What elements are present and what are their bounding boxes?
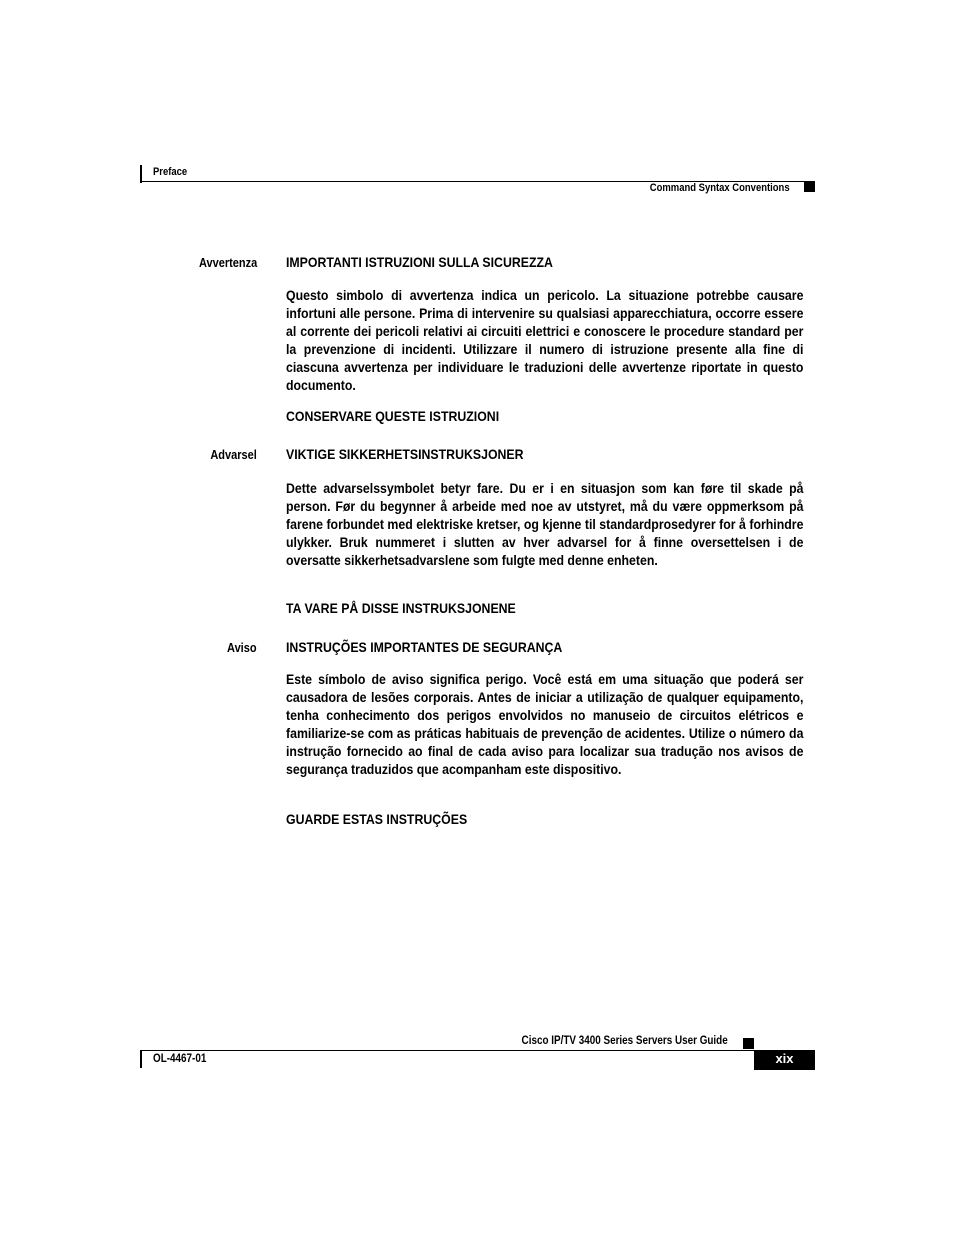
warning-label-norwegian: Advarsel	[210, 448, 257, 462]
warning-closing-norwegian: TA VARE PÅ DISSE INSTRUKSJONENE	[286, 600, 516, 616]
warning-label-portuguese: Aviso	[227, 641, 257, 655]
header-section-title: Preface	[153, 166, 188, 178]
warning-body-italian: Questo simbolo di avvertenza indica un pericolo. La situazione potrebbe causare infortuni alle persone. Prima di intervenire su qualsiasi apparecchiatura, occorre essere al corrente dei pericoli relativi ai circuiti elettrici e conoscere le procedure standard per la prevenzione di incidenti. Utilizzare il numero di istruzione presente alla fine di ciascuna avvertenza per individuare le traduzioni delle avvertenze riportate in questo documento.	[286, 287, 804, 393]
footer-left-bar	[140, 1050, 142, 1068]
warning-body-norwegian: Dette advarselssymbolet betyr fare. Du er i en situasjon som kan føre til skade på person. Før du begynner å arbeide med noe av utstyret, må du være oppmerksom på farene forbundet med elektriske kretser, og kjenne til standardprosedyrer for å forhindre ulykker. Bruk nummeret i slutten av hver advarsel for å finne oversettelsen i de oversatte sikkerhetsadvarslene som fulgte med denne enheten.	[286, 480, 804, 568]
footer-doc-number: OL-4467-01	[153, 1053, 207, 1065]
warning-heading-italian: IMPORTANTI ISTRUZIONI SULLA SICUREZZA	[286, 254, 553, 270]
warning-label-italian: Avvertenza	[198, 256, 257, 270]
warning-closing-italian: CONSERVARE QUESTE ISTRUZIONI	[286, 408, 500, 424]
header-marker-square	[804, 182, 815, 192]
footer-marker-square	[743, 1038, 754, 1049]
footer-rule	[140, 1050, 815, 1051]
footer-page-number: xix	[775, 1051, 794, 1066]
header-running-title: Command Syntax Conventions	[650, 182, 790, 194]
warning-body-portuguese: Este símbolo de aviso significa perigo. Você está em uma situação que poderá ser causadora de lesões corporais. Antes de iniciar a utilização de qualquer equipamento, tenha conhecimento dos perigos envolvidos no manuseio de circuitos elétricos e familiarize-se com as práticas habituais de prevenção de acidentes. Utilize o número da instrução fornecido ao final de cada aviso para localizar sua tradução nos avisos de segurança traduzidos que acompanham este dispositivo.	[286, 671, 804, 777]
warning-closing-portuguese: GUARDE ESTAS INSTRUÇÕES	[286, 811, 468, 827]
warning-heading-portuguese: INSTRUÇÕES IMPORTANTES DE SEGURANÇA	[286, 639, 563, 655]
footer-book-title: Cisco IP/TV 3400 Series Servers User Guide	[521, 1035, 728, 1047]
warning-heading-norwegian: VIKTIGE SIKKERHETSINSTRUKSJONER	[286, 446, 524, 462]
